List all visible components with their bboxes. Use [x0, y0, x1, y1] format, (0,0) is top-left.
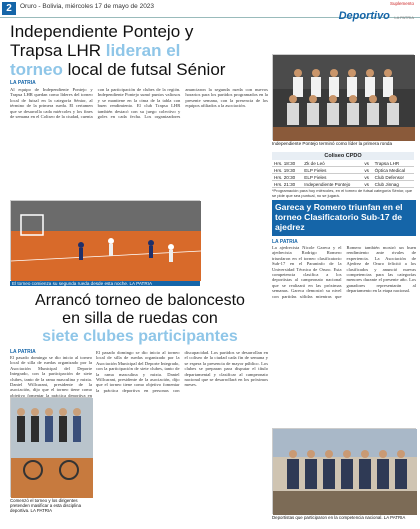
- schedule-cell-team2: Trapsa LHR: [374, 160, 400, 166]
- schedule-cell-team2: Club Jinnag: [374, 181, 399, 187]
- chess-group-image: [273, 429, 417, 515]
- wheelchair-photo-caption: Comenzó el torneo y los dirigentes pretenden masificar a esta disciplina deportiva. LA PATRIA: [10, 498, 96, 513]
- dateline: Oruro - Bolivia, miércoles 17 de mayo de 2023: [20, 3, 155, 10]
- team-group-image: [273, 55, 415, 141]
- schedule-cell-vs: vs: [364, 174, 369, 180]
- schedule-cell-team1: ELP Fieles: [304, 174, 327, 180]
- schedule-cell-team1: ELP Fieles: [304, 167, 327, 173]
- schedule-cell-team1: Zk de Leó: [304, 160, 325, 166]
- headline-part: lideran el: [105, 41, 181, 60]
- headline-part: en silla de ruedas con: [62, 310, 218, 327]
- schedule-cell-team2: Óptica Medical: [374, 167, 406, 173]
- headline-part: Independiente Pontejo y: [10, 22, 194, 41]
- headline-part: Trapsa LHR: [10, 41, 106, 60]
- schedule-row: [272, 181, 414, 188]
- logo-main: Deportivo: [338, 10, 390, 22]
- headline-part: siete clubes participantes: [42, 328, 238, 345]
- article3-body: El pasado domingo se dio inicio al torneo local de silla de ruedas organizado por la Asociación Municipal del Deporte Integrado, con la participación de siete clubes, tanto de la rama masculina y mixta. Daniel Willcarani, presidente de la asociación, dijo que el torneo tiene como objetivo fomentar la práctica deportiva en: [10, 355, 92, 398]
- schedule-cell-team1: Independiente Pontejo: [304, 181, 351, 187]
- logo-sub: LA PATRIA: [394, 15, 414, 20]
- article1-body-continued: [205, 200, 269, 288]
- schedule-row: [272, 167, 414, 174]
- schedule-cell-team2: Club Defensor: [374, 174, 405, 180]
- article2-section: LA PATRIA: [272, 239, 298, 245]
- schedule-cell-vs: vs: [364, 167, 369, 173]
- article2-headline-box: [272, 200, 416, 236]
- futsal-photo: [10, 200, 200, 280]
- article1-body: Al equipo de Independiente Pontejo y Trapsa LHR quedan como líderes del torneo local de futsal en la categoría Sénior, al término de la primera rueda. El certamen que se desarrolla cada miércoles y los fines de semana en el Coliseo de la ciudad, cuenta con la participación de clubes de la región. Independiente Pontejo sumó puntos valiosos y se mantiene en la cima de la tabla con buen rendimiento. El club Trapsa LHR también destacó con su juego colectivo y goles en cada fecha. Los organizadores anunciaron la segunda rueda con nuevos horarios para los partidos programados en la presente semana, con la presencia de los equipos afiliados a la asociación.: [10, 87, 268, 120]
- supplement-logo: [339, 1, 414, 24]
- headline-part: Arrancó torneo de baloncesto: [35, 292, 245, 309]
- article1-headline: [10, 22, 270, 79]
- schedule-cell-time: Hrs. 19:30: [274, 167, 296, 173]
- article3-headline: [12, 292, 268, 346]
- team-photo: [272, 54, 414, 140]
- schedule-title: Coliseo CPDO: [272, 152, 414, 160]
- page-number: 2: [2, 2, 16, 15]
- team-photo-caption: Independiente Pontejo terminó como líder la primera ronda: [272, 141, 414, 146]
- article1-section: LA PATRIA: [10, 80, 36, 86]
- futsal-court-image: [11, 201, 201, 281]
- schedule-table-box: [272, 152, 414, 198]
- wheelchair-photo: [10, 397, 92, 497]
- article3-section: LA PATRIA: [10, 349, 36, 355]
- article2-body: La ajedrecista Nicole Gareca y el ajedrecista Rodrigo Romero triunfaron en el torneo clasificatorio Sub-17 en el Paraninfo de la Universidad Técnica de Oruro. Esta competencia clasifica a los deportistas al campeonato nacional que se realizará en las próximas semanas. Gareca demostró su nivel con partidas sólidas mientras que Romero también mostró un buen rendimiento ante rivales de experiencia. La Asociación de Ajedrez de Oruro felicitó a los clasificados y anunció nuevas competencias para las categorías menores durante el presente año. Los ganadores representarán al departamento en la etapa nacional.: [272, 245, 416, 299]
- schedule-note: *Programación para hoy miércoles, en el torneo de futsal categoría Sénior, que se pide que sea puntual, no se jugará.: [272, 188, 413, 198]
- headline-part: local de futsal Sénior: [62, 60, 226, 79]
- logo-top: Suplemento: [389, 1, 414, 6]
- chess-photo: [272, 428, 416, 514]
- futsal-photo-caption: El torneo comienza su segunda rueda desde esta noche. LA PATRIA: [10, 281, 200, 286]
- schedule-cell-time: Hrs. 20:30: [274, 174, 296, 180]
- chess-photo-caption: Deportistas que participaron en la competencia nacional. LA PATRIA: [272, 515, 416, 520]
- headline-part: torneo: [10, 60, 63, 79]
- schedule-cell-time: Hrs. 21:30: [274, 181, 296, 187]
- article3-body-columns: El pasado domingo se dio inicio al torneo local de silla de ruedas organizado por la Asociación Municipal del Deporte Integrado, con la participación de siete clubes, tanto de la rama masculina y mixta. Daniel Willcarani, presidente de la asociación, dijo que el torneo tiene como objetivo fomentar la práctica deportiva en personas con discapacidad. Los partidos se desarrollan en el coliseo de la ciudad cada fin de semana y se espera la presencia de mayor público. Los clubes se preparan para disputar el título departamental y clasificar al campeonato nacional que se desarrollará en los próximos meses.: [96, 350, 268, 393]
- schedule-cell-vs: vs: [364, 181, 369, 187]
- wheelchair-basketball-image: [11, 398, 93, 498]
- schedule-table: [272, 160, 414, 188]
- schedule-row: [272, 174, 414, 181]
- schedule-cell-time: Hrs. 18:30: [274, 160, 296, 166]
- schedule-cell-vs: vs: [364, 160, 369, 166]
- article2-headline: Gareca y Romero triunfan en el torneo Clasificatorio Sub-17 de ajedrez: [275, 202, 403, 232]
